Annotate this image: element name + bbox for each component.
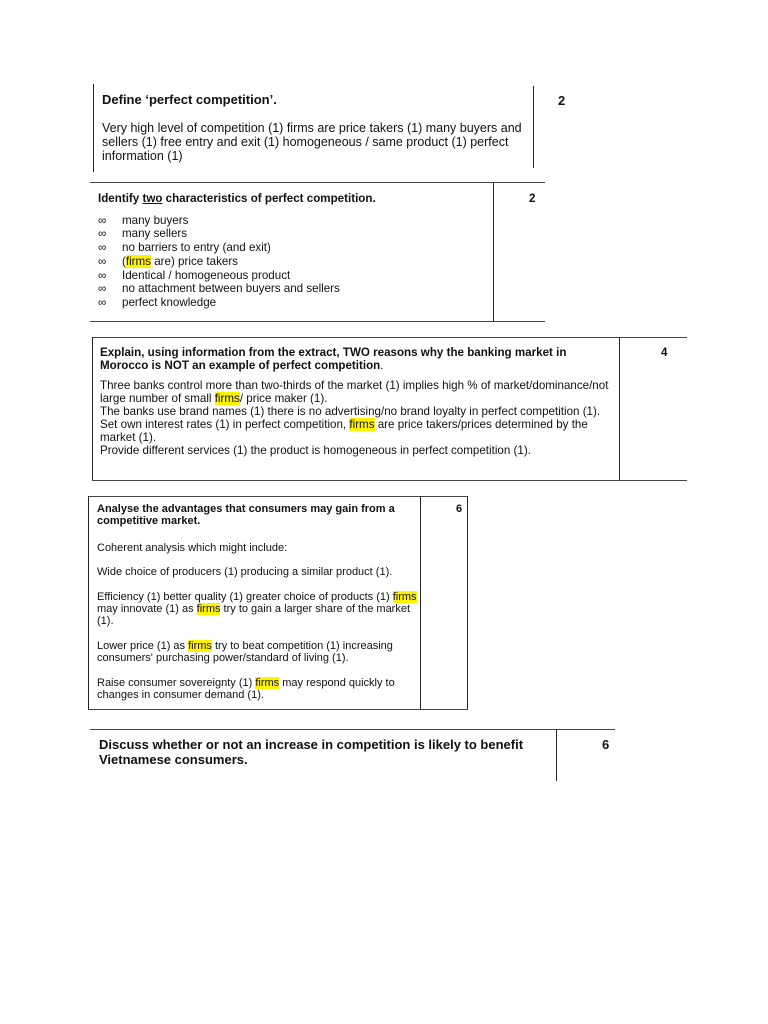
q5-block [99,737,549,767]
q3-answer-4: Provide different services (1) the product is homogeneous in perfect competition (1). [100,444,531,457]
q5-title: Discuss whether or not an increase in competition is likely to benefit Vietnamese consumers. [99,737,524,767]
list-item [98,255,490,269]
highlighted-word: firms [188,639,212,652]
q5-mark: 6 [602,737,610,752]
answer-text: Raise consumer sovereignty (1) [97,676,256,689]
list-item [98,282,490,296]
q1-mark: 2 [558,93,566,108]
q2-title-part: characteristics of perfect competition. [162,192,376,205]
infinity-bullet-icon: ∞ [98,254,107,268]
list-item-text: Identical / homogeneous product [122,268,291,282]
infinity-bullet-icon: ∞ [98,227,107,241]
q4-block [97,503,417,713]
highlighted-word: firms [255,676,280,689]
q3-top-rule [92,337,687,338]
q2-list [98,214,490,310]
highlighted-word: firms [196,603,221,616]
infinity-bullet-icon: ∞ [98,241,107,255]
q3-answer-1 [100,379,614,405]
list-item [98,214,490,228]
answer-text: try to beat competition (1) increasing consumers' purchasing power/standard of living (1). [97,639,393,665]
q4-divider [420,496,421,710]
answer-text: may respond quickly to changes in consumer demand (1). [97,676,395,702]
q2-title-part: Identify [98,192,143,205]
q2-title [98,192,490,206]
list-item-text: no attachment between buyers and sellers [122,282,340,296]
list-item [98,296,490,310]
q2-block [98,192,490,310]
list-item-text: are) price takers [151,254,238,268]
q4-answer-1: Wide choice of producers (1) producing a similar product (1). [97,566,393,579]
answer-text: Lower price (1) as [97,639,189,652]
q5-divider [556,729,557,781]
infinity-bullet-icon: ∞ [98,268,107,282]
q4-title: Analyse the advantages that consumers may gain from a competitive market. [97,503,395,528]
q4-right-border [467,496,468,710]
q4-answer-4 [97,677,417,702]
highlighted-word: firms [349,418,375,431]
q1-answer: Very high level of competition (1) firms are price takers (1) many buyers and sellers (1) free entry and exit (1) homogeneous / same product (1) perfect information (1) [102,121,522,163]
q5-top-rule [90,729,615,730]
list-item-text: perfect knowledge [122,295,217,309]
q3-left-border [92,337,93,481]
q3-title-end: . [380,359,384,372]
list-item [98,241,490,255]
highlighted-word: firms [214,392,240,405]
q3-title [100,346,614,372]
q2-title-underlined: two [142,192,163,205]
answer-text: / price maker (1). [239,392,328,405]
q3-block [100,346,614,457]
q2-divider [493,182,494,322]
q4-answer-2 [97,591,417,628]
list-item-text: no barriers to entry (and exit) [122,241,271,255]
list-item-text: ( [122,254,126,268]
list-item [98,227,490,241]
q1-title: Define ‘perfect competition’. [102,92,277,107]
q1-divider [533,86,534,168]
q3-bottom-rule [92,480,687,481]
q3-answer-3 [100,418,614,444]
answer-text: are price takers/prices determined by the market (1). [100,418,588,444]
q3-mark: 4 [661,346,668,359]
highlighted-word: firms [392,590,417,603]
q1-block [102,93,530,163]
answer-text: Set own interest rates (1) in perfect competition, [100,418,350,431]
q4-mark: 6 [456,503,463,515]
q4-left-border [88,496,89,710]
highlighted-word: firms [125,254,151,268]
infinity-bullet-icon: ∞ [98,295,107,309]
list-item-text: many sellers [122,227,188,241]
answer-text: try to gain a larger share of the market (1). [97,603,411,628]
answer-text: may innovate (1) as [97,603,197,616]
list-item [98,269,490,283]
infinity-bullet-icon: ∞ [98,213,107,227]
q4-top-rule [88,496,468,497]
infinity-bullet-icon: ∞ [98,282,107,296]
list-item-text: many buyers [122,213,189,227]
q2-mark: 2 [529,192,536,205]
q2-top-rule [90,182,545,183]
q4-intro: Coherent analysis which might include: [97,541,288,554]
q4-answer-3 [97,640,417,665]
q3-answer-2: The banks use brand names (1) there is no advertising/no brand loyalty in perfect competition (1). [100,405,601,418]
q3-title-text: Explain, using information from the extract, TWO reasons why the banking market in Morocco is NOT an example of perfect competition [100,346,567,372]
answer-text: Three banks control more than two-thirds of the market (1) implies high % of market/dominance/not large number of small [100,379,609,405]
q1-left-border [93,84,94,172]
q3-divider [619,337,620,481]
q2-bottom-rule [90,321,545,322]
answer-text: Efficiency (1) better quality (1) greater choice of products (1) [97,590,393,603]
